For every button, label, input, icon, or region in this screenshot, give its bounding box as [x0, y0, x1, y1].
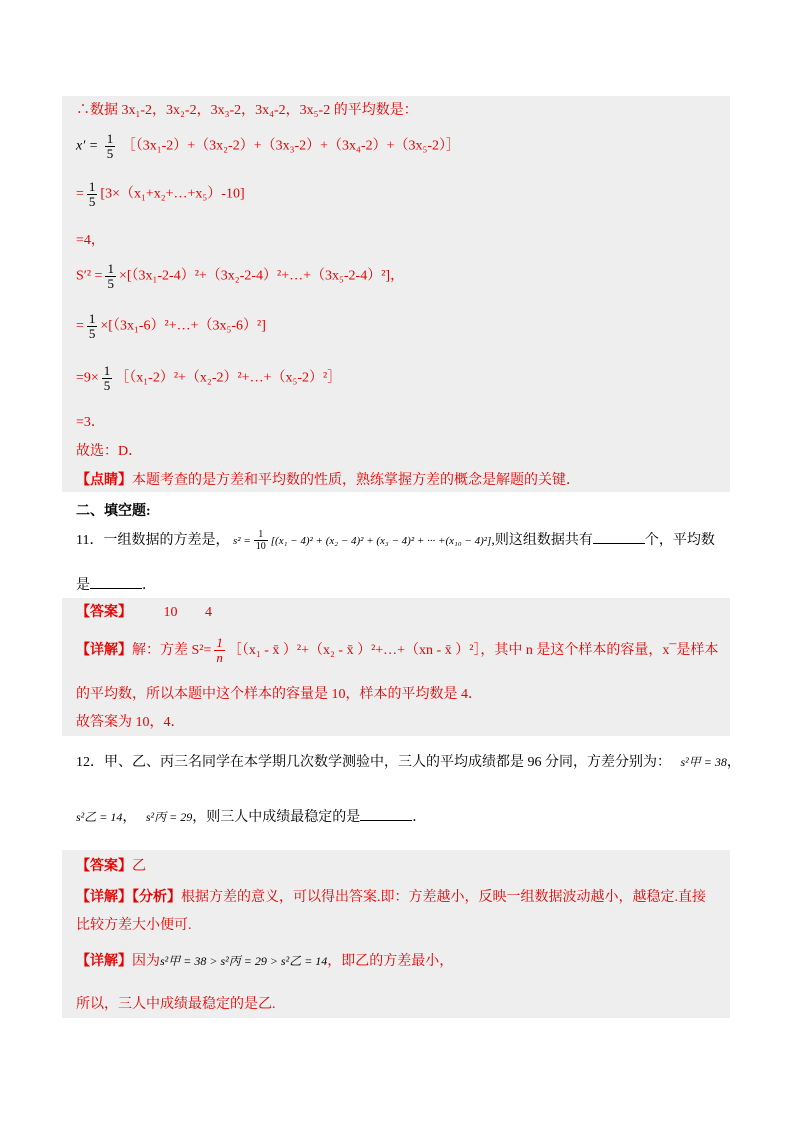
blank-mean	[90, 576, 142, 589]
variance-comparison: s²甲 = 38 > s²丙 = 29 > s²乙 = 14	[160, 954, 328, 968]
variance-formula: [(x₁ − 4)² + (x₂ − 4)² + (x₃ − 4)² + ··· +(x₁₀ − 4)²]	[270, 535, 492, 547]
answer-11-line	[76, 604, 212, 622]
analysis-12-line-2: 比较方差大小便可.	[76, 918, 192, 933]
solution-line-6: = $\frac{1}{5}$ ×[（3x₁-6）²+…+（3x₅-6）²]	[76, 311, 266, 341]
detail-11-line-2: 的平均数，所以本题中这个样本的容量是 10，样本的平均数是 4．	[76, 687, 482, 702]
answer-value-2: 4	[205, 605, 212, 620]
question-11-line-2: 是 ．	[76, 578, 156, 593]
solution-line-9: 故选：D．	[76, 444, 143, 459]
fraction-one-tenth: $\frac{1}{10}$	[255, 529, 266, 553]
detail-tag: 【详解】	[76, 954, 132, 969]
detail-11-line-1: 【详解】解：方差 S²= $\frac{1}{n}$ ［（x₁ - x̄ ）²+（x₂ - x̄ ）²+…+（xn - x̄ ）²］，其中 n 是这个样本的容量，x¯是样本	[76, 635, 719, 666]
solution-line-7: =9× $\frac{1}{5}$ ［（x₁-2）²+（x₂-2）²+…+（x₅-2）²］	[76, 363, 342, 393]
solution-line-1: ∴数据 3x₁-2，3x₂-2，3x₃-2，3x₄-2，3x₅-2 的平均数是：	[76, 103, 418, 118]
fraction-one-fifth: $\frac{1}{5}$	[88, 179, 96, 209]
section-heading: 二、填空题:	[76, 504, 151, 519]
analysis-tag: 【分析】	[132, 890, 181, 905]
detail-tag: 【详解】	[76, 890, 132, 905]
solution-line-4: =4，	[76, 233, 105, 248]
answer-value-1: 10	[163, 605, 178, 620]
fraction-one-fifth: $\frac{1}{5}$	[106, 131, 114, 161]
question-12-line-2: s²乙 = 14， s²丙 = 29，则三人中成绩最稳定的是 ．	[76, 810, 427, 825]
question-12-line-1: 12．甲、乙、丙三名同学在本学期几次数学测验中，三人的平均成绩都是 96 分同，方差分别为： s²甲 = 38，	[76, 755, 741, 770]
detail-11-line-3: 故答案为 10，4．	[76, 715, 185, 730]
answer-value: 乙	[132, 859, 146, 874]
detail-12-line-1: 【详解】因为s²甲 = 38 > s²丙 = 29 > s²乙 = 14，即乙的方差最小，	[76, 954, 454, 969]
variance-bing: s²丙 = 29	[145, 810, 193, 824]
answer-12-line	[76, 858, 146, 876]
variance-jia: s²甲 = 38	[680, 755, 727, 769]
mean-prime-symbol: x′ =	[76, 138, 99, 154]
analysis-12-line-1: 【详解】【分析】根据方差的意义，可以得出答案.即：方差越小，反映一组数据波动越小，越稳定.直接	[76, 890, 706, 905]
variance-yi: s²乙 = 14	[76, 810, 123, 824]
answer-tag: 【答案】	[76, 605, 132, 620]
detail-12-line-2: 所以，三人中成绩最稳定的是乙.	[76, 997, 276, 1012]
blank-count	[593, 531, 645, 544]
solution-line-3: = $\frac{1}{5}$ [3×（x₁+x₂+…+x₅）-10]	[76, 179, 245, 209]
answer-tag: 【答案】	[76, 859, 132, 874]
question-11-line-1: 11．一组数据的方差是， s² = $\frac{1}{10}$ [(x₁ − 4)² + (x₂ − 4)² + (x₃ − 4)² + ··· +(x₁₀ − 4)²],则这组数据共有 个，平均数	[76, 529, 715, 553]
fraction-one-fifth: $\frac{1}{5}$	[88, 311, 96, 341]
fraction-one-fifth: $\frac{1}{5}$	[107, 261, 114, 291]
detail-tag: 【详解】	[76, 643, 132, 658]
remark-line: 【点睛】本题考查的是方差和平均数的性质，熟练掌握方差的概念是解题的关键．	[76, 473, 580, 488]
solution-line-2: x′ = $\frac{1}{5}$ ［（3x₁-2）+（3x₂-2）+（3x₃-2）+（3x₄-2）+（3x₅-2）］	[76, 131, 461, 161]
fraction-one-over-n: $\frac{1}{n}$	[216, 635, 223, 666]
solution-line-8: =3．	[76, 415, 105, 430]
solution-line-5: S′² = $\frac{1}{5}$ ×[（3x₁-2-4）²+（3x₂-2-4）²+…+（3x₅-2-4）²]，	[76, 261, 405, 291]
remark-tag: 【点睛】	[76, 473, 132, 488]
blank-stable	[360, 808, 412, 821]
fraction-one-fifth: $\frac{1}{5}$	[103, 363, 111, 393]
